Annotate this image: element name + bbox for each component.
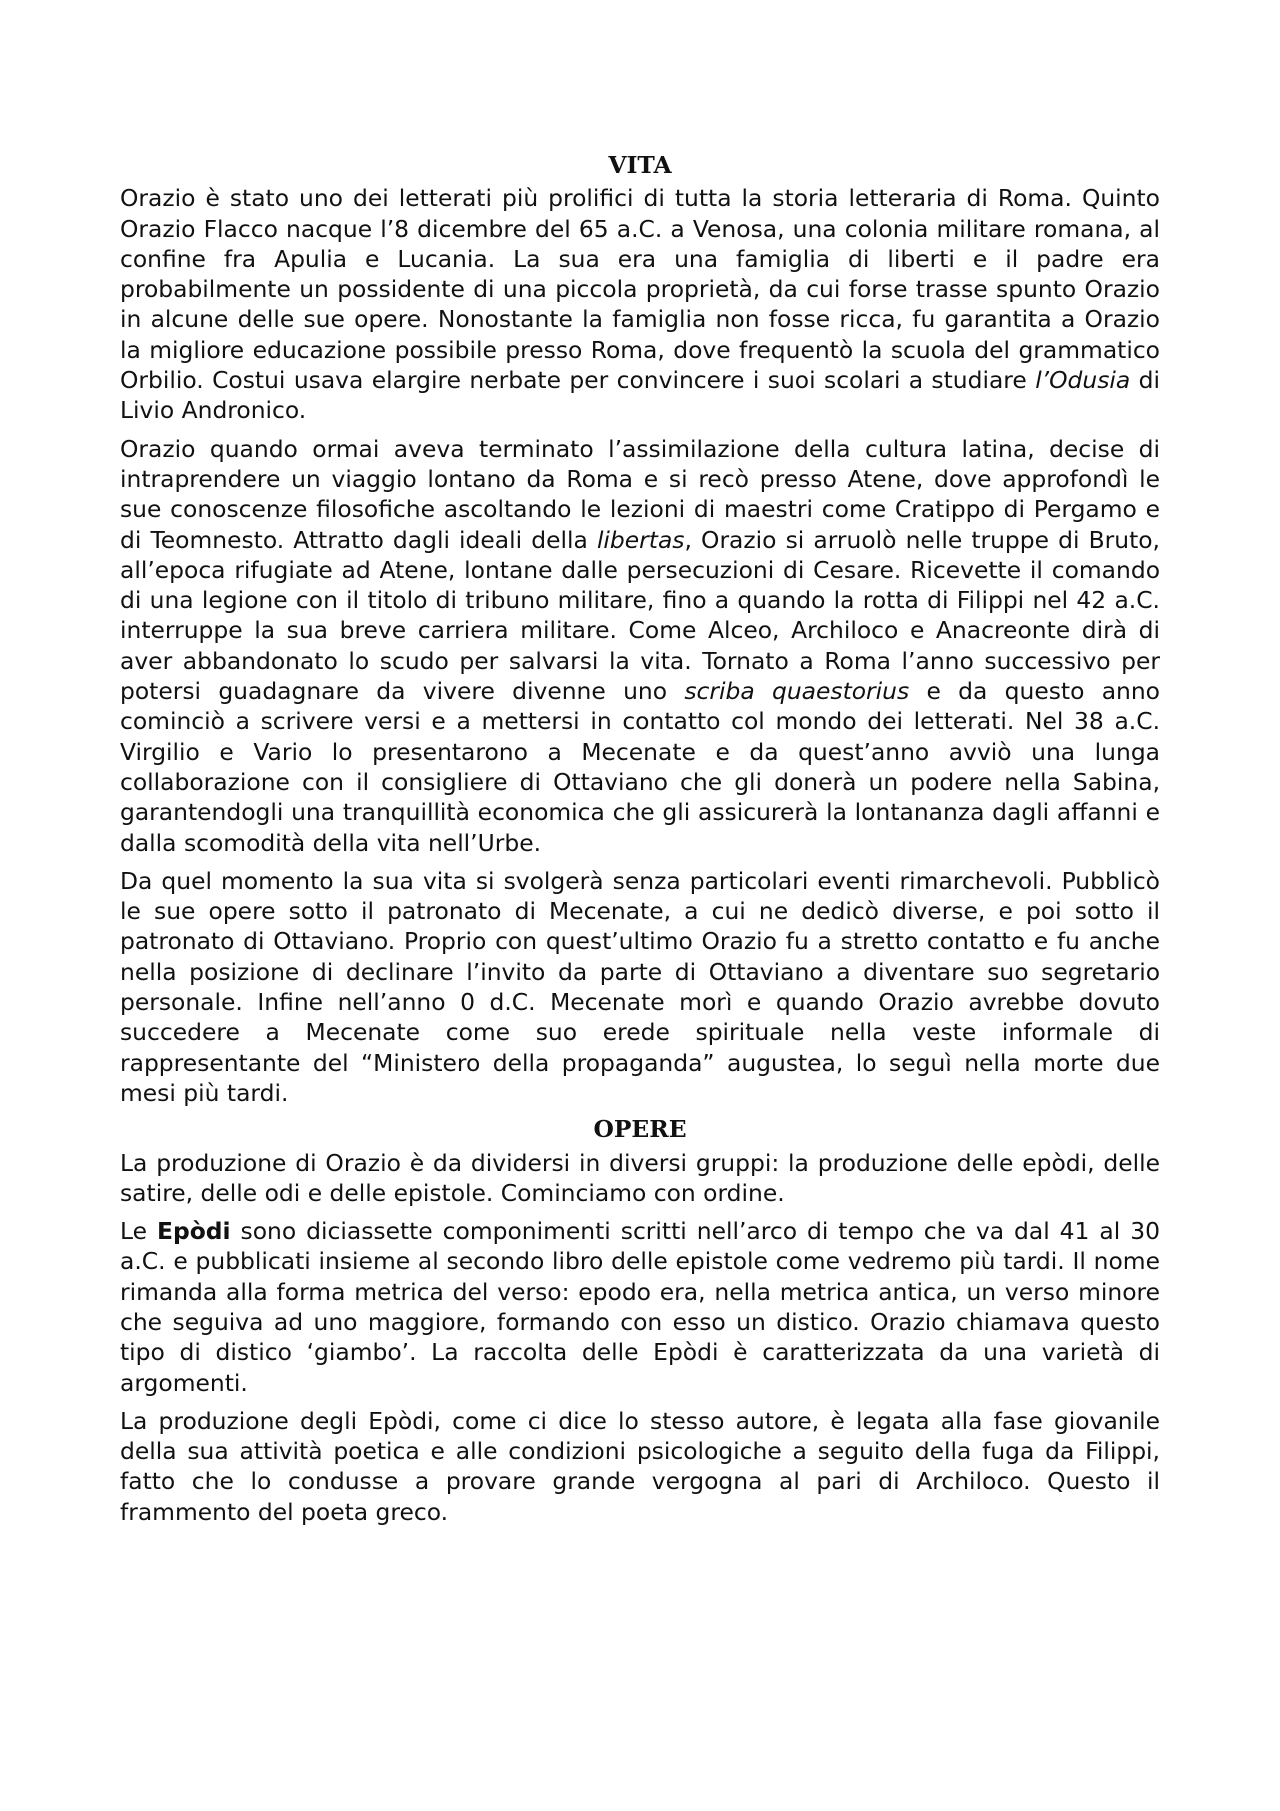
vita-p1-text-a: Orazio è stato uno dei letterati più prolifici di tutta la storia letteraria di Roma. Quinto Orazio Flacco nacque l’8 dicembre del 65 a.C. a Venosa, una colonia militare romana, al confine fra Apulia e Lucania. La sua era una famiglia di liberti e il padre era probabilmente un possidente di una piccola proprietà, da cui forse trasse spunto Orazio in alcune delle sue opere. Nonostante la famiglia non fosse ricca, fu garantita a Orazio la migliore educazione possibile presso Roma, dove frequentò la scuola del grammatico Orbilio. Costui usava elargire nerbate per convincere i suoi scolari a studiare (120, 184, 1160, 395)
opere-paragraph-3: La produzione degli Epòdi, come ci dice lo stesso autore, è legata alla fase giovanile della sua attività poetica e alle condizioni psicologiche a seguito della fuga da Filippi, fatto che lo condusse a provare grande vergogna al pari di Archiloco. Questo il frammento del poeta greco. (120, 1406, 1160, 1526)
opere-paragraph-2 (120, 1216, 1160, 1398)
document-page (120, 150, 1160, 1535)
opere-p2-text-a: Le (120, 1217, 157, 1246)
opere-p2-bold-epodi: Epòdi (157, 1217, 231, 1246)
vita-p2-text-b: , Orazio si arruolò nelle truppe di Bruto, all’epoca rifugiate ad Atene, lontane dalle persecuzioni di Cesare. Ricevette il comando di una legione con il titolo di tribuno militare, fino a quando la rotta di Filippi nel 42 a.C. interruppe la sua breve carriera militare. Come Alceo, Archiloco e Anacreonte dirà di aver abbandonato lo scudo per salvarsi la vita. Tornato a Roma l’anno successivo per potersi guadagnare da vivere divenne uno (120, 525, 1160, 706)
vita-p1-text-b: di Livio Andronico. (120, 366, 1160, 425)
vita-p1-italic-odusia: l’Odusia (1035, 366, 1131, 395)
opere-paragraph-1: La produzione di Orazio è da dividersi in diversi gruppi: la produzione delle epòdi, delle satire, delle odi e delle epistole. Cominciamo con ordine. (120, 1148, 1160, 1207)
vita-p2-text-c: e da questo anno cominciò a scrivere versi e a mettersi in contatto col mondo dei letterati. Nel 38 a.C. Virgilio e Vario lo presentarono a Mecenate e da quest’anno avviò una lunga collaborazione con il consigliere di Ottaviano che gli donerà un podere nella Sabina, garantendogli una tranquillità economica che gli assicurerà la lontananza dagli affanni e dalla scomodità della vita nell’Urbe. (120, 677, 1160, 857)
vita-paragraph-2 (120, 434, 1160, 858)
section-title-opere: OPERE (593, 1115, 687, 1144)
vita-paragraph-3: Da quel momento la sua vita si svolgerà senza particolari eventi rimarchevoli. Pubblicò le sue opere sotto il patronato di Mecenate, a cui ne dedicò diverse, e poi sotto il patronato di Ottaviano. Proprio con quest’ultimo Orazio fu a stretto contatto e fu anche nella posizione di declinare l’invito da parte di Ottaviano a diventare suo segretario personale. Infine nell’anno 0 d.C. Mecenate morì e quando Orazio avrebbe dovuto succedere a Mecenate come suo erede spirituale nella veste informale di rappresentante del “Ministero della propaganda” augustea, lo seguì nella morte due mesi più tardi. (120, 866, 1160, 1107)
vita-paragraph-1 (120, 183, 1160, 425)
vita-p2-italic-scriba: scriba quaestorius (684, 677, 910, 706)
vita-p2-italic-libertas: libertas (596, 525, 685, 554)
opere-p2-text-b: sono diciassette componimenti scritti nell’arco di tempo che va dal 41 al 30 a.C. e pubblicati insieme al secondo libro delle epistole come vedremo più tardi. Il nome rimanda alla forma metrica del verso: epodo era, nella metrica antica, un verso minore che seguiva ad uno maggiore, formando con esso un distico. Orazio chiamava questo tipo di distico ‘giambo’. La raccolta delle Epòdi è caratterizzata da una varietà di argomenti. (120, 1217, 1160, 1397)
section-title-vita: VITA (608, 151, 672, 179)
vita-p2-text-a: Orazio quando ormai aveva terminato l’assimilazione della cultura latina, decise di intraprendere un viaggio lontano da Roma e si recò presso Atene, dove approfondì le sue conoscenze filosofiche ascoltando le lezioni di maestri come Cratippo di Pergamo e di Teomnesto. Attratto dagli ideali della (120, 434, 1160, 554)
